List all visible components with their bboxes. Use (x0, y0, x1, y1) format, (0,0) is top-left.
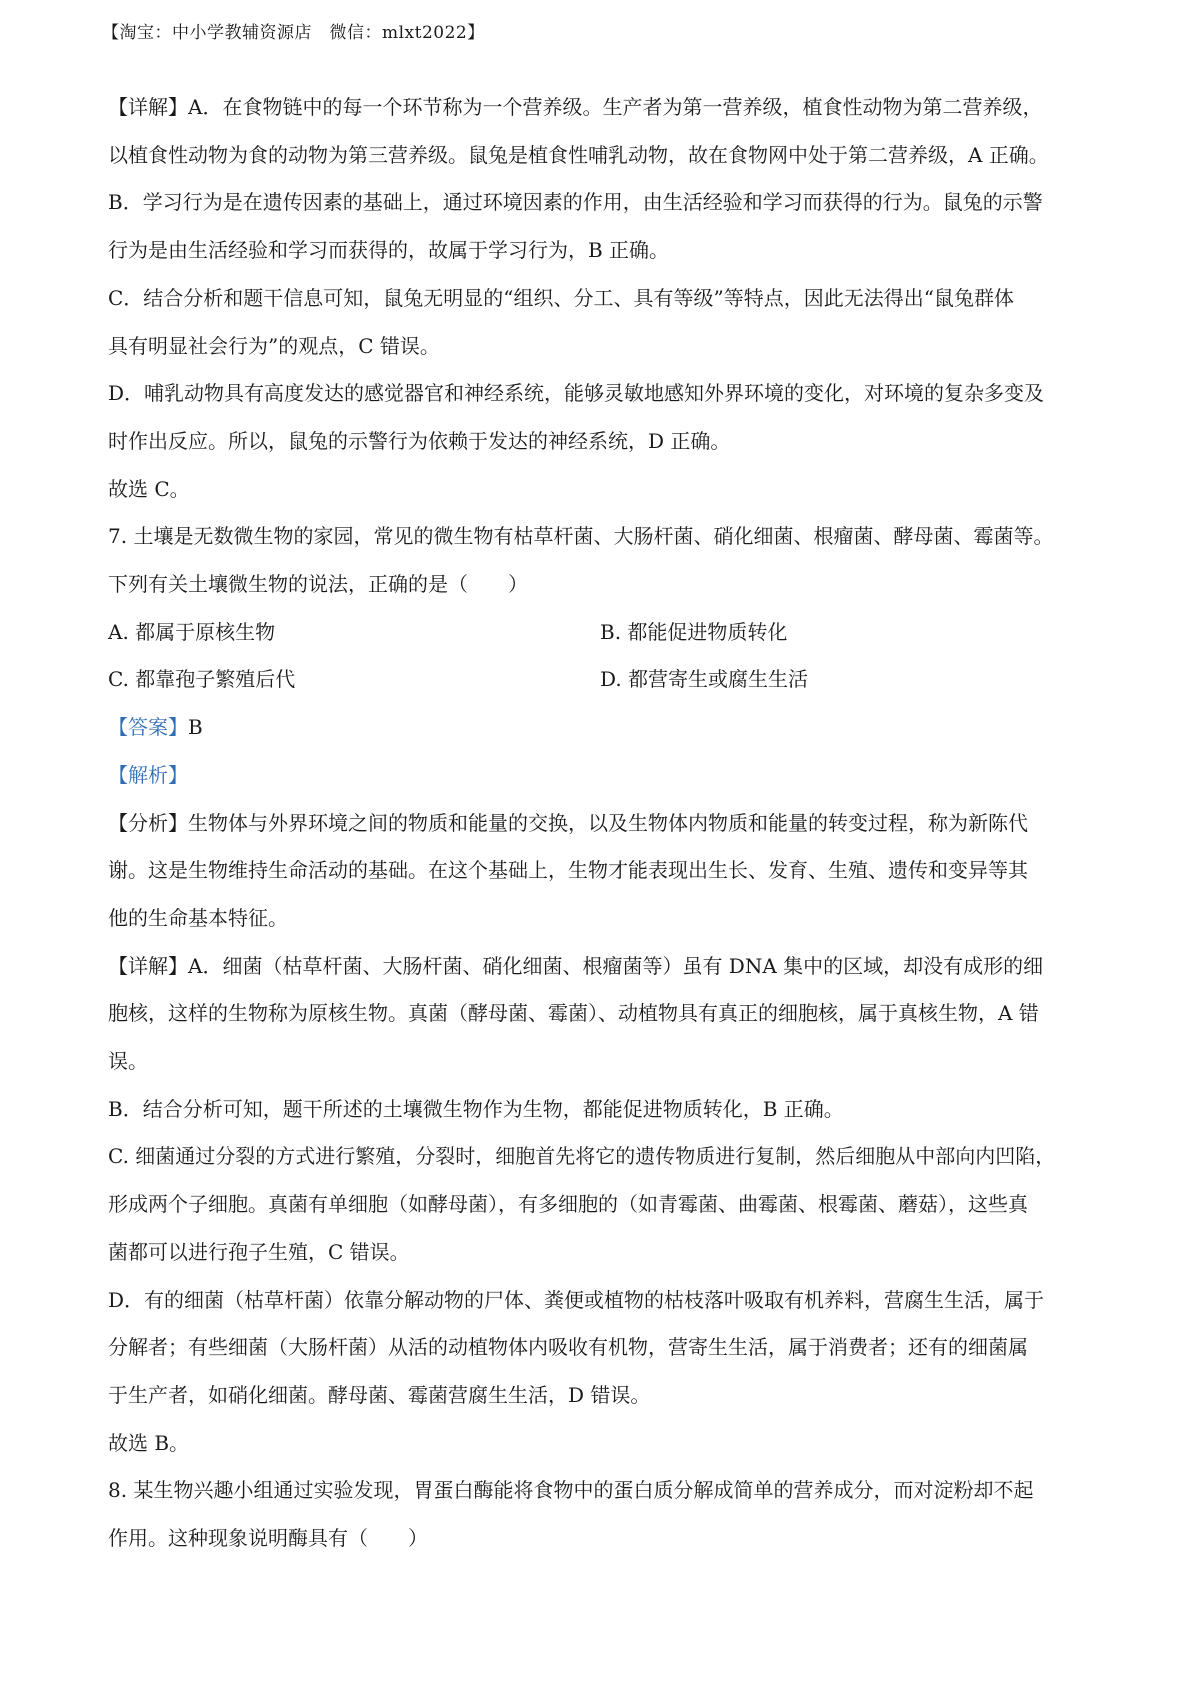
text-line: C．结合分析和题干信息可知，鼠兔无明显的“组织、分工、具有等级”等特点，因此无法得出“鼠兔群体 (108, 285, 1014, 310)
answer-tag: 【答案】 (108, 715, 188, 740)
question-7-options-row-2 (108, 656, 1108, 704)
option-d: D. 都营寄生或腐生生活 (600, 667, 809, 692)
answer-line (108, 704, 1108, 752)
answer-value: B (188, 715, 203, 740)
analysis-tag: 【解析】 (108, 762, 188, 787)
option-a: A. 都属于原核生物 (108, 619, 276, 644)
question-8-stem: 作用。这种现象说明酶具有（ ） (108, 1526, 428, 1551)
text-line: 故选 B。 (108, 1430, 190, 1455)
text-line: 【详解】A．在食物链中的每一个环节称为一个营养级。生产者为第一营养级，植食性动物为第二营养级， (108, 95, 1043, 119)
text-line: 误。 (108, 1049, 148, 1074)
text-line: 他的生命基本特征。 (108, 905, 288, 930)
question-8-stem: 8. 某生物兴趣小组通过实验发现，胃蛋白酶能将食物中的蛋白质分解成简单的营养成分，而对淀粉却不起 (108, 1478, 1034, 1503)
text-line: C. 细菌通过分裂的方式进行繁殖，分裂时，细胞首先将它的遗传物质进行复制，然后细胞从中部向内凹陷， (108, 1144, 1056, 1169)
text-line: 于生产者，如硝化细菌。酵母菌、霉菌营腐生生活，D 错误。 (108, 1382, 651, 1407)
question-7-stem: 下列有关土壤微生物的说法，正确的是（ ） (108, 572, 528, 597)
text-line: 故选 C。 (108, 476, 190, 501)
text-line: 【详解】A．细菌（枯草杆菌、大肠杆菌、硝化细菌、根瘤菌等）虽有 DNA 集中的区域，却没有成形的细 (108, 953, 1044, 978)
text-line: 以植食性动物为食的动物为第三营养级。鼠兔是植食性哺乳动物，故在食物网中处于第二营养级，A 正确。 (108, 142, 1049, 167)
text-line: D．哺乳动物具有高度发达的感觉器官和神经系统，能够灵敏地感知外界环境的变化，对环境的复杂多变及 (108, 381, 1045, 406)
option-c: C. 都靠孢子繁殖后代 (108, 667, 296, 692)
document-body (108, 84, 1108, 1563)
text-line: B．学习行为是在遗传因素的基础上，通过环境因素的作用，由生活经验和学习而获得的行为。鼠兔的示警 (108, 190, 1043, 215)
question-7-options-row-1 (108, 609, 1108, 657)
text-line: 形成两个子细胞。真菌有单细胞（如酵母菌），有多细胞的（如青霉菌、曲霉菌、根霉菌、蘑菇），这些真 (108, 1192, 1028, 1217)
text-line: 分解者；有些细菌（大肠杆菌）从活的动植物体内吸收有机物，营寄生生活，属于消费者；还有的细菌属 (108, 1335, 1028, 1360)
page-header: 【淘宝：中小学教辅资源店 微信：mlxt2022】 (102, 23, 485, 43)
text-line: 时作出反应。所以，鼠兔的示警行为依赖于发达的神经系统，D 正确。 (108, 428, 731, 453)
text-line: 【分析】生物体与外界环境之间的物质和能量的交换，以及生物体内物质和能量的转变过程，称为新陈代 (108, 810, 1028, 835)
text-line: D．有的细菌（枯草杆菌）依靠分解动物的尸体、粪便或植物的枯枝落叶吸取有机养料，营腐生生活，属于 (108, 1287, 1045, 1312)
text-line: B．结合分析可知，题干所述的土壤微生物作为生物，都能促进物质转化，B 正确。 (108, 1096, 844, 1121)
text-line: 胞核，这样的生物称为原核生物。真菌（酵母菌、霉菌）、动植物具有真正的细胞核，属于真核生物，A 错 (108, 1001, 1039, 1026)
text-line: 具有明显社会行为”的观点，C 错误。 (108, 333, 440, 358)
text-line: 行为是由生活经验和学习而获得的，故属于学习行为，B 正确。 (108, 238, 670, 263)
option-b: B. 都能促进物质转化 (600, 619, 788, 644)
question-7-stem: 7. 土壤是无数微生物的家园，常见的微生物有枯草杆菌、大肠杆菌、硝化细菌、根瘤菌、酵母菌、霉菌等。 (108, 524, 1054, 549)
text-line: 菌都可以进行孢子生殖，C 错误。 (108, 1239, 410, 1264)
text-line: 谢。这是生物维持生命活动的基础。在这个基础上，生物才能表现出生长、发育、生殖、遗传和变异等其 (108, 858, 1028, 883)
